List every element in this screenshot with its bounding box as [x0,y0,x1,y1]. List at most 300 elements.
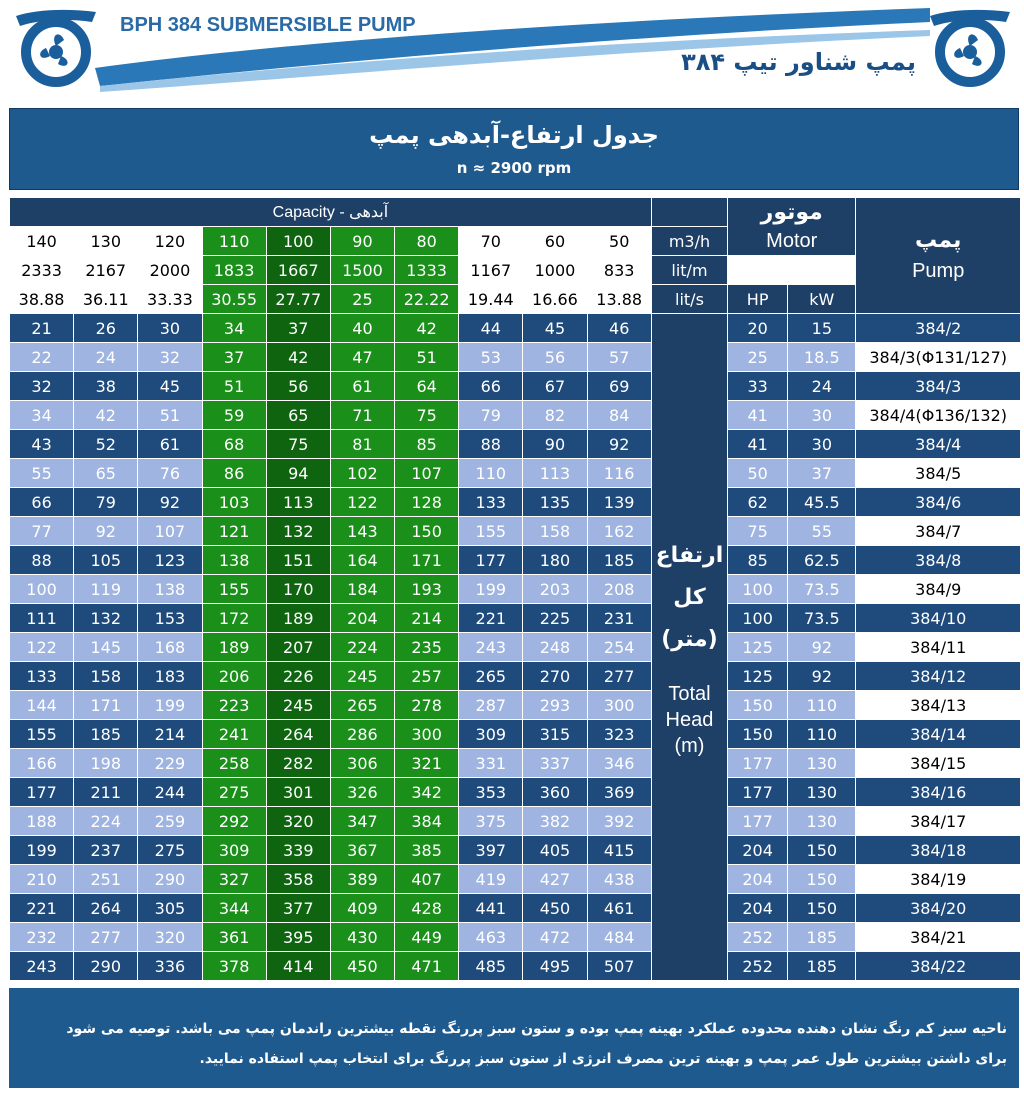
table-title: جدول ارتفاع-آبدهی پمپ [369,121,659,149]
head-value-cell: 188 [10,807,74,836]
head-value-cell: 495 [523,952,587,981]
head-value-cell: 81 [330,430,394,459]
head-value-cell: 155 [202,575,266,604]
unit-label: lit/s [651,285,727,314]
footnote-panel [9,988,1019,1088]
table-row [10,836,1021,865]
motor-hp-cell: 252 [728,952,788,981]
capacity-cell: 2167 [74,256,138,285]
head-value-cell: 32 [138,343,202,372]
footnote-line-1: ناحیه سبز کم رنگ نشان دهنده محدوده عملکرد بهینه پمپ بوده و ستون سبز پررنگ نقطه بیشترین راندمان پمپ می باشد. توصیه می شود [66,1021,1007,1037]
pump-model-cell: 384/2 [856,314,1021,343]
pump-model-cell: 384/5 [856,459,1021,488]
head-value-cell: 189 [202,633,266,662]
head-value-cell: 40 [330,314,394,343]
company-logo-icon [928,6,1012,90]
motor-hp-cell: 100 [728,604,788,633]
head-value-cell: 88 [10,546,74,575]
capacity-cell: 22.22 [395,285,459,314]
capacity-cell: 833 [587,256,651,285]
head-value-cell: 206 [202,662,266,691]
head-value-cell: 293 [523,691,587,720]
head-value-cell: 290 [138,865,202,894]
motor-kw-cell: 15 [788,314,856,343]
motor-hp-cell: 125 [728,633,788,662]
head-value-cell: 221 [10,894,74,923]
motor-kw-cell: 92 [788,662,856,691]
head-value-cell: 193 [395,575,459,604]
head-value-cell: 223 [202,691,266,720]
motor-label-fa: موتور [760,199,823,225]
head-value-cell: 306 [330,749,394,778]
head-value-cell: 378 [202,952,266,981]
head-value-cell: 320 [266,807,330,836]
pump-model-cell: 384/17 [856,807,1021,836]
pump-model-cell: 384/12 [856,662,1021,691]
head-value-cell: 450 [330,952,394,981]
head-value-cell: 384 [395,807,459,836]
motor-hp-cell: 177 [728,749,788,778]
table-row [10,894,1021,923]
pump-model-cell: 384/10 [856,604,1021,633]
head-value-cell: 326 [330,778,394,807]
head-value-cell: 42 [395,314,459,343]
head-value-cell: 132 [266,517,330,546]
head-value-cell: 507 [587,952,651,981]
motor-kw-cell: 110 [788,691,856,720]
pump-model-cell: 384/3 [856,372,1021,401]
table-row [10,546,1021,575]
head-value-cell: 254 [587,633,651,662]
head-value-cell: 243 [10,952,74,981]
head-value-cell: 360 [523,778,587,807]
head-value-cell: 292 [202,807,266,836]
head-value-cell: 135 [523,488,587,517]
head-value-cell: 245 [330,662,394,691]
head-value-cell: 225 [523,604,587,633]
head-value-cell: 90 [523,430,587,459]
pump-header [856,198,1021,314]
table-row [10,923,1021,952]
motor-hp-cell: 41 [728,401,788,430]
pump-model-cell: 384/15 [856,749,1021,778]
head-value-cell: 385 [395,836,459,865]
head-value-cell: 24 [74,343,138,372]
head-value-cell: 339 [266,836,330,865]
motor-hp-cell: 150 [728,720,788,749]
capacity-cell: 2333 [10,256,74,285]
head-value-cell: 110 [459,459,523,488]
table-row [10,662,1021,691]
head-value-cell: 323 [587,720,651,749]
head-value-cell: 275 [202,778,266,807]
head-value-cell: 133 [10,662,74,691]
head-value-cell: 133 [459,488,523,517]
table-row [10,488,1021,517]
head-value-cell: 257 [395,662,459,691]
capacity-cell: 70 [459,227,523,256]
head-value-cell: 145 [74,633,138,662]
head-value-cell: 309 [202,836,266,865]
head-value-cell: 336 [138,952,202,981]
head-value-cell: 122 [10,633,74,662]
head-value-cell: 37 [266,314,330,343]
head-value-cell: 57 [587,343,651,372]
pump-model-cell: 384/16 [856,778,1021,807]
head-value-cell: 34 [202,314,266,343]
pump-model-cell: 384/20 [856,894,1021,923]
head-value-cell: 162 [587,517,651,546]
table-row [10,691,1021,720]
head-value-cell: 56 [266,372,330,401]
table-row [10,401,1021,430]
head-value-cell: 331 [459,749,523,778]
capacity-cell: 38.88 [10,285,74,314]
head-value-cell: 203 [523,575,587,604]
total-head-en: Head [665,709,714,731]
head-value-cell: 389 [330,865,394,894]
head-value-cell: 305 [138,894,202,923]
head-value-cell: 405 [523,836,587,865]
head-value-cell: 244 [138,778,202,807]
footnote-line-2: برای داشتن بیشترین طول عمر پمپ و بهینه ترین مصرف انرژی از ستون سبز پررنگ برای انتخاب پمپ استفاده نمایید. [199,1051,1007,1067]
motor-hp-cell: 204 [728,836,788,865]
head-value-cell: 79 [459,401,523,430]
head-value-cell: 243 [459,633,523,662]
motor-kw-cell: 130 [788,807,856,836]
head-value-cell: 211 [74,778,138,807]
head-value-cell: 342 [395,778,459,807]
table-row [10,778,1021,807]
capacity-cell: 1667 [266,256,330,285]
pump-model-cell: 384/8 [856,546,1021,575]
total-head-en: (m) [674,735,705,757]
head-value-cell: 59 [202,401,266,430]
head-value-cell: 231 [587,604,651,633]
motor-hp-cell: 85 [728,546,788,575]
capacity-cell: 1500 [330,256,394,285]
head-value-cell: 45 [138,372,202,401]
head-value-cell: 102 [330,459,394,488]
head-value-cell: 275 [138,836,202,865]
table-row [10,372,1021,401]
capacity-cell: 27.77 [266,285,330,314]
head-value-cell: 224 [330,633,394,662]
head-value-cell: 153 [138,604,202,633]
unit-label: lit/m [651,256,727,285]
head-value-cell: 177 [459,546,523,575]
motor-kw-cell: 45.5 [788,488,856,517]
total-head-fa: کل [673,585,706,610]
head-value-cell: 151 [266,546,330,575]
table-row [10,430,1021,459]
head-value-cell: 199 [459,575,523,604]
head-value-cell: 346 [587,749,651,778]
head-value-cell: 166 [10,749,74,778]
head-value-cell: 132 [74,604,138,633]
head-value-cell: 113 [523,459,587,488]
motor-hp-cell: 177 [728,778,788,807]
head-value-cell: 321 [395,749,459,778]
head-value-cell: 71 [330,401,394,430]
head-value-cell: 42 [266,343,330,372]
head-value-cell: 68 [202,430,266,459]
head-value-cell: 214 [395,604,459,633]
head-value-cell: 69 [587,372,651,401]
head-value-cell: 237 [74,836,138,865]
head-value-cell: 94 [266,459,330,488]
motor-kw-cell: 55 [788,517,856,546]
head-value-cell: 38 [74,372,138,401]
speed-label: n ≈ 2900 rpm [456,159,572,177]
motor-kw-cell: 24 [788,372,856,401]
head-value-cell: 66 [10,488,74,517]
table-row [10,575,1021,604]
head-value-cell: 259 [138,807,202,836]
motor-kw-cell: 150 [788,865,856,894]
pump-model-cell: 384/21 [856,923,1021,952]
head-value-cell: 82 [523,401,587,430]
motor-kw-cell: 110 [788,720,856,749]
motor-kw-cell: 62.5 [788,546,856,575]
head-value-cell: 164 [330,546,394,575]
head-value-cell: 441 [459,894,523,923]
head-value-cell: 353 [459,778,523,807]
head-value-cell: 463 [459,923,523,952]
head-value-cell: 113 [266,488,330,517]
capacity-cell: 16.66 [523,285,587,314]
head-value-cell: 66 [459,372,523,401]
head-value-cell: 369 [587,778,651,807]
capacity-cell: 110 [202,227,266,256]
motor-kw-cell: 150 [788,894,856,923]
head-value-cell: 172 [202,604,266,633]
head-value-cell: 76 [138,459,202,488]
head-value-cell: 185 [74,720,138,749]
table-body [10,314,1021,981]
head-value-cell: 184 [330,575,394,604]
head-value-cell: 367 [330,836,394,865]
head-value-cell: 461 [587,894,651,923]
table-row [10,517,1021,546]
head-value-cell: 79 [74,488,138,517]
motor-hp-cell: 150 [728,691,788,720]
motor-kw-cell: 130 [788,749,856,778]
head-value-cell: 155 [459,517,523,546]
head-value-cell: 171 [74,691,138,720]
head-value-cell: 264 [266,720,330,749]
head-value-cell: 67 [523,372,587,401]
head-value-cell: 143 [330,517,394,546]
head-value-cell: 75 [266,430,330,459]
motor-kw-cell: 37 [788,459,856,488]
head-value-cell: 92 [138,488,202,517]
motor-hp-cell: 33 [728,372,788,401]
motor-kw-cell: 73.5 [788,575,856,604]
head-value-cell: 300 [395,720,459,749]
head-value-cell: 75 [395,401,459,430]
head-value-cell: 42 [74,401,138,430]
performance-table [9,197,1021,981]
pump-model-cell: 384/4 [856,430,1021,459]
head-value-cell: 86 [202,459,266,488]
head-value-cell: 55 [10,459,74,488]
motor-kw-cell: 73.5 [788,604,856,633]
head-value-cell: 128 [395,488,459,517]
table-row [10,459,1021,488]
motor-label-en: Motor [766,229,818,252]
head-value-cell: 210 [10,865,74,894]
head-value-cell: 282 [266,749,330,778]
head-value-cell: 51 [202,372,266,401]
pump-model-cell: 384/9 [856,575,1021,604]
head-value-cell: 290 [74,952,138,981]
head-value-cell: 208 [587,575,651,604]
capacity-cell: 30.55 [202,285,266,314]
head-value-cell: 111 [10,604,74,633]
motor-kw-cell: 18.5 [788,343,856,372]
motor-kw-cell: 30 [788,430,856,459]
capacity-cell: 33.33 [138,285,202,314]
pump-model-cell: 384/7 [856,517,1021,546]
motor-kw-cell: 185 [788,923,856,952]
head-value-cell: 300 [587,691,651,720]
head-value-cell: 278 [395,691,459,720]
head-value-cell: 245 [266,691,330,720]
head-value-cell: 449 [395,923,459,952]
head-value-cell: 361 [202,923,266,952]
head-value-cell: 30 [138,314,202,343]
head-value-cell: 121 [202,517,266,546]
head-value-cell: 414 [266,952,330,981]
kw-header: kW [788,285,856,314]
head-value-cell: 65 [266,401,330,430]
head-value-cell: 248 [523,633,587,662]
head-value-cell: 32 [10,372,74,401]
head-value-cell: 264 [74,894,138,923]
motor-hp-cell: 50 [728,459,788,488]
head-value-cell: 241 [202,720,266,749]
head-value-cell: 277 [74,923,138,952]
table-row [10,343,1021,372]
table-row [10,807,1021,836]
head-value-cell: 415 [587,836,651,865]
head-value-cell: 287 [459,691,523,720]
total-head-en-group [652,681,727,759]
head-value-cell: 265 [459,662,523,691]
head-value-cell: 56 [523,343,587,372]
head-value-cell: 22 [10,343,74,372]
head-value-cell: 198 [74,749,138,778]
head-value-cell: 309 [459,720,523,749]
head-value-cell: 286 [330,720,394,749]
motor-kw-cell: 150 [788,836,856,865]
head-value-cell: 221 [459,604,523,633]
pump-model-cell: 384/13 [856,691,1021,720]
head-value-cell: 472 [523,923,587,952]
head-value-cell: 301 [266,778,330,807]
head-value-cell: 232 [10,923,74,952]
head-value-cell: 226 [266,662,330,691]
motor-hp-cell: 177 [728,807,788,836]
head-value-cell: 375 [459,807,523,836]
head-value-cell: 116 [587,459,651,488]
head-value-cell: 397 [459,836,523,865]
head-value-cell: 377 [266,894,330,923]
table-title-panel [9,108,1019,190]
capacity-cell: 36.11 [74,285,138,314]
head-value-cell: 419 [459,865,523,894]
motor-hp-cell: 41 [728,430,788,459]
capacity-cell: 60 [523,227,587,256]
head-value-cell: 61 [330,372,394,401]
table-row [10,952,1021,981]
motor-header [728,198,856,256]
head-value-cell: 180 [523,546,587,575]
capacity-cell: 120 [138,227,202,256]
motor-kw-cell: 92 [788,633,856,662]
motor-kw-cell: 30 [788,401,856,430]
hp-header: HP [728,285,788,314]
head-value-cell: 265 [330,691,394,720]
table-row [10,720,1021,749]
pump-model-cell: 384/6 [856,488,1021,517]
head-value-cell: 158 [523,517,587,546]
head-value-cell: 139 [587,488,651,517]
capacity-cell: 2000 [138,256,202,285]
capacity-cell: 100 [266,227,330,256]
pump-label-en: Pump [912,259,965,282]
head-value-cell: 37 [202,343,266,372]
head-value-cell: 119 [74,575,138,604]
motor-kw-cell: 185 [788,952,856,981]
page-header [0,0,1024,100]
motor-hp-cell: 204 [728,894,788,923]
head-value-cell: 251 [74,865,138,894]
head-value-cell: 85 [395,430,459,459]
table-row [10,633,1021,662]
head-value-cell: 170 [266,575,330,604]
head-value-cell: 158 [74,662,138,691]
head-value-cell: 320 [138,923,202,952]
capacity-cell: 80 [395,227,459,256]
head-value-cell: 327 [202,865,266,894]
total-head-fa: (متر) [661,627,718,652]
head-value-cell: 438 [587,865,651,894]
head-value-cell: 45 [523,314,587,343]
head-value-cell: 199 [10,836,74,865]
motor-hp-cell: 252 [728,923,788,952]
table-row [10,604,1021,633]
capacity-header: Capacity - آبدهی [10,198,652,227]
motor-hp-cell: 62 [728,488,788,517]
head-value-cell: 358 [266,865,330,894]
head-value-cell: 44 [459,314,523,343]
head-value-cell: 407 [395,865,459,894]
head-value-cell: 122 [330,488,394,517]
motor-hp-cell: 25 [728,343,788,372]
motor-hp-cell: 100 [728,575,788,604]
pump-model-cell: 384/19 [856,865,1021,894]
head-value-cell: 224 [74,807,138,836]
head-value-cell: 337 [523,749,587,778]
head-value-cell: 347 [330,807,394,836]
head-value-cell: 105 [74,546,138,575]
capacity-cell: 13.88 [587,285,651,314]
head-value-cell: 34 [10,401,74,430]
head-value-cell: 138 [202,546,266,575]
head-value-cell: 26 [74,314,138,343]
